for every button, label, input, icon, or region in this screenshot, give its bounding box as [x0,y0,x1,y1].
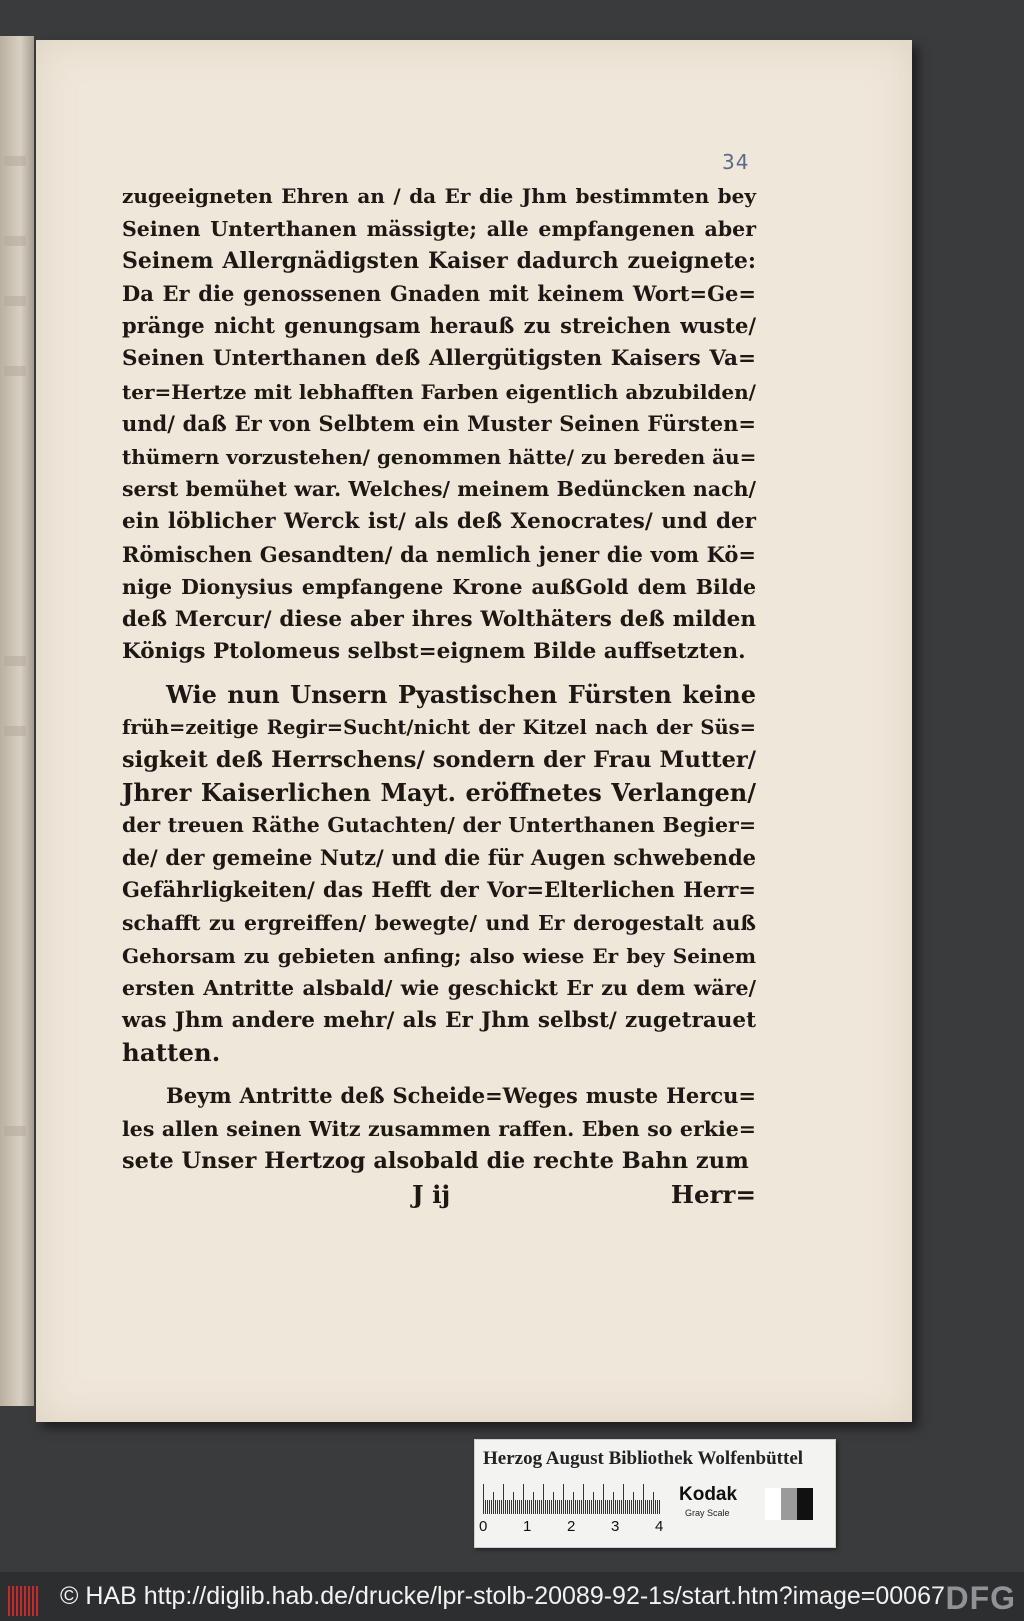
measurement-ruler [483,1482,665,1514]
text-line: Wie nun Unsern Pyastischen Fürsten keine [166,679,756,709]
text-line: Gefährligkeiten/ das Hefft der Vor=Elterlichen Herr= [122,877,756,903]
ruler-number: 3 [611,1518,620,1535]
text-line: sete Unser Hertzog alsobald die rechte Bahn zum [122,1148,749,1175]
text-line: Gehorsam zu gebieten anfing; also wiese Er bey Seinem [122,943,756,968]
ruler-number: 2 [567,1518,576,1535]
library-name: Herzog August Bibliothek Wolfenbüttel [483,1448,804,1469]
text-line: deß Mercur/ diese aber ihres Wolthäters deß milden [122,606,756,632]
text-line: zugeeigneten Ehren an / da Er die Jhm bestimmten bey [122,184,756,208]
catchword: Herr= [670,1180,756,1209]
text-line: Seinen Unterthanen deß Allergütigsten Kaisers Va= [122,345,756,371]
text-line: ein löblicher Werck ist/ als deß Xenocrates/ und der [122,508,756,534]
text-line: was Jhm andere mehr/ als Er Jhm selbst/ zugetrauet [122,1007,756,1033]
text-line: Da Er die genossenen Gnaden mit keinem Wort=Ge= [122,280,756,306]
dfg-logo: DFG [945,1580,1016,1616]
ruler-number: 1 [523,1518,532,1535]
text-line: und/ daß Er von Selbtem ein Muster Seinen Fürsten= [122,411,756,437]
viewer-footer [0,1572,1024,1621]
text-line: ersten Antritte alsbald/ wie geschickt Er zu dem wäre/ [122,976,756,1001]
source-url[interactable]: © HAB http://diglib.hab.de/drucke/lpr-stolb-20089-92-1s/start.htm?image=00067 [60,1582,945,1610]
text-line: Königs Ptolomeus selbst=eignem Bilde auffsetzten. [122,639,746,665]
text-line: Seinen Unterthanen mässigte; alle empfangenen aber [122,216,756,241]
ruler-number: 0 [479,1518,488,1535]
text-line: schafft zu ergreiffen/ bewegte/ und Er derogestalt auß [122,911,756,936]
text-line: de/ der gemeine Nutz/ und die für Augen schwebende [122,844,756,870]
text-line: serst bemühet war. Welches/ meinem Bedüncken nach/ [122,477,756,502]
page-footer-marks [122,1180,756,1214]
color-reference-card [474,1439,836,1548]
gray-patch-white [765,1488,781,1520]
page-text [122,180,756,1178]
kodak-logo: Kodak [679,1484,738,1505]
signature-mark: J ij [412,1180,451,1209]
folio-number: 34 [722,150,750,174]
text-line: hatten. [122,1038,221,1068]
text-line: pränge nicht genungsam herauß zu streichen wuste/ [122,313,756,339]
text-line: ter=Hertze mit lebhafften Farben eigentlich abzubilden/ [122,379,756,404]
text-line: der treuen Räthe Gutachten/ der Unterthanen Begier= [122,813,756,838]
gray-patch-black [797,1488,813,1520]
text-line: Jhrer Kaiserlichen Mayt. eröffnetes Verlangen/ [122,777,756,807]
text-line: thümern vorzustehen/ genommen hätte/ zu bereden äu= [122,444,757,469]
ruler-number: 4 [655,1518,664,1535]
gray-scale-label: Gray Scale [685,1508,730,1518]
text-line: Seinem Allergnädigsten Kaiser dadurch zueignete: [122,248,756,275]
text-line: nige Dionysius empfangene Krone außGold dem Bilde [122,575,756,600]
text-line: früh=zeitige Regir=Sucht/nicht der Kitzel nach der Süs= [122,715,756,739]
text-line: les allen seinen Witz zusammen raffen. Eben so erkie= [122,1116,756,1141]
text-line: sigkeit deß Herrschens/ sondern der Frau Mutter/ [122,747,756,774]
text-line: Römischen Gesandten/ da nemlich jener die vom Kö= [122,541,756,567]
hab-barcode-icon [8,1586,46,1616]
text-line: Beym Antritte deß Scheide=Weges muste Hercu= [166,1083,756,1109]
facing-page-edge [0,36,34,1406]
gray-patch-mid [781,1488,797,1520]
